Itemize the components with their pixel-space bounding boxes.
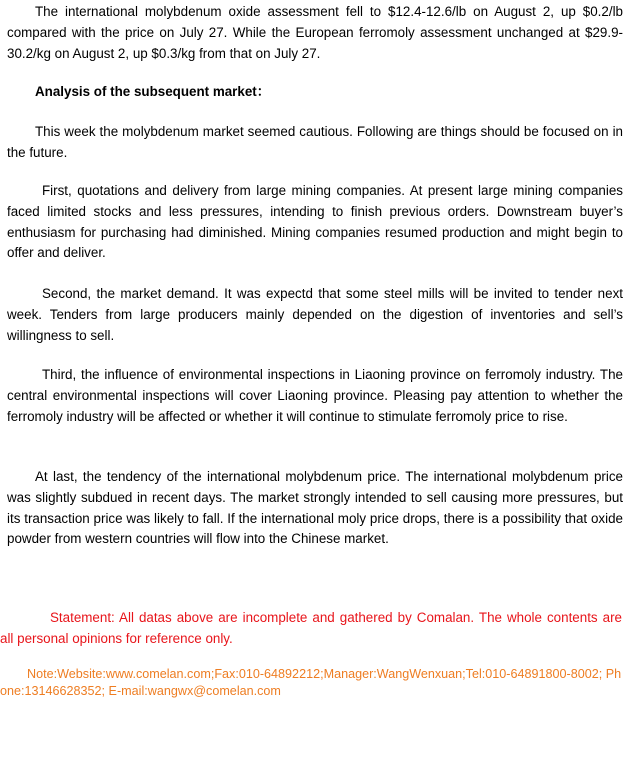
paragraph-second-point: Second, the market demand. It was expectd that some steel mills will be invited to tender next week. Tenders from large producers mainly depended on the digestion of inventories and sell’s willingness to sell. [7, 286, 623, 343]
section-heading: Analysis of the subsequent market： [35, 84, 271, 99]
contact-note: Note:Website:www.comelan.com;Fax:010-64892212;Manager:WangWenxuan;Tel:010-64891800-8002; Phone:13146628352; E-mail:wangwx@comelan.com [0, 667, 622, 698]
paragraph-oxide-assessment: The international molybdenum oxide assessment fell to $12.4-12.6/lb on August 2, up $0.2/lb compared with the price on July 27. While the European ferromoly assessment unchanged at $29.9-30.2/kg on August 2, up $0.3/kg from that on July 27. [7, 4, 623, 61]
paragraph-third-point: Third, the influence of environmental inspections in Liaoning province on ferromoly industry. The central environmental inspections will cover Liaoning province. Pleasing pay attention to whether the ferromoly industry will be affected or whether it will continue to stimulate ferromoly price to rise. [7, 367, 623, 424]
paragraph-first-point: First, quotations and delivery from large mining companies. At present large mining companies faced limited stocks and less pressures, intending to finish previous orders. Downstream buyer’s enthusiasm for purchasing had diminished. Mining companies resumed production and might begin to offer and deliver. [7, 183, 623, 261]
paragraph-intro: This week the molybdenum market seemed cautious. Following are things should be focused on in the future. [7, 124, 623, 160]
paragraph-last-point: At last, the tendency of the international molybdenum price. The international molybdenum price was slightly subdued in recent days. The market strongly intended to sell causing more pressures, but its transaction price was likely to fall. If the international moly price drops, there is a possibility that oxide powder from western countries will flow into the Chinese market. [7, 469, 623, 547]
statement-disclaimer: Statement: All datas above are incomplete and gathered by Comalan. The whole contents are all personal opinions for reference only. [0, 610, 622, 646]
